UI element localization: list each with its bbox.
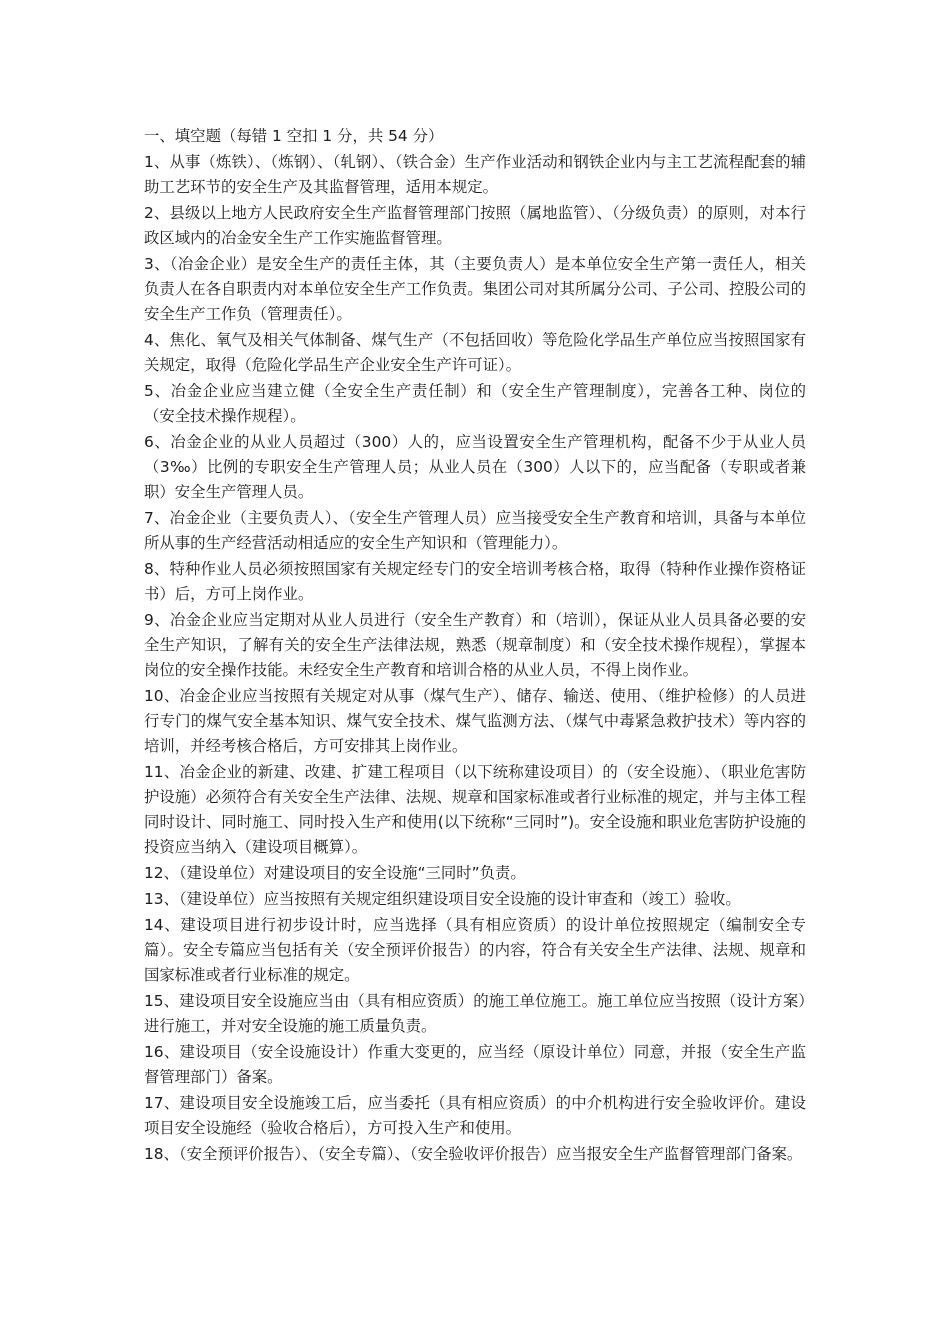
section-heading: 一、填空题（每错 1 空扣 1 分，共 54 分） [144,127,444,145]
document-page [144,124,806,1168]
question-2: 2、县级以上地方人民政府安全生产监督管理部门按照（属地监管）、（分级负责）的原则，对本行政区域内的冶金安全生产工作实施监督管理。 [144,204,806,247]
question-7: 7、冶金企业（主要负责人）、（安全生产管理人员）应当接受安全生产教育和培训，具备与本单位所从事的生产经营活动相适应的安全生产知识和（管理能力）。 [144,509,806,552]
question-8: 8、特种作业人员必须按照国家有关规定经专门的安全培训考核合格，取得（特种作业操作资格证书）后，方可上岗作业。 [144,560,806,603]
question-3: 3、（冶金企业）是安全生产的责任主体，其（主要负责人）是本单位安全生产第一责任人，相关负责人在各自职责内对本单位安全生产工作负责。集团公司对其所属分公司、子公司、控股公司的安全生产工作负（管理责任）。 [144,255,806,323]
question-1: 1、从事（炼铁）、（炼钢）、（轧钢）、（铁合金）生产作业活动和钢铁企业内与主工艺流程配套的辅助工艺环节的安全生产及其监督管理，适用本规定。 [144,153,806,196]
question-10: 10、冶金企业应当按照有关规定对从事（煤气生产）、储存、输送、使用、（维护检修）的人员进行专门的煤气安全基本知识、煤气安全技术、煤气监测方法、（煤气中毒紧急救护技术）等内容的培训，并经考核合格后，方可安排其上岗作业。 [144,687,806,755]
question-11: 11、冶金企业的新建、改建、扩建工程项目（以下统称建设项目）的（安全设施）、（职业危害防护设施）必须符合有关安全生产法律、法规、规章和国家标准或者行业标准的规定，并与主体工程同时设计、同时施工、同时投入生产和使用(以下统称“三同时”)。安全设施和职业危害防护设施的投资应当纳入（建设项目概算）。 [144,763,806,856]
question-5: 5、冶金企业应当建立健（全安全生产责任制）和（安全生产管理制度），完善各工种、岗位的（安全技术操作规程）。 [144,382,806,425]
question-9: 9、冶金企业应当定期对从业人员进行（安全生产教育）和（培训），保证从业人员具备必要的安全生产知识，了解有关的安全生产法律法规，熟悉（规章制度）和（安全技术操作规程），掌握本岗位的安全操作技能。未经安全生产教育和培训合格的从业人员，不得上岗作业。 [144,611,806,679]
question-13: 13、（建设单位）应当按照有关规定组织建设项目安全设施的设计审查和（竣工）验收。 [144,890,741,908]
question-6: 6、冶金企业的从业人员超过（300）人的，应当设置安全生产管理机构，配备不少于从业人员（3‰）比例的专职安全生产管理人员；从业人员在（300）人以下的，应当配备（专职或者兼职）安全生产管理人员。 [144,433,806,501]
question-12: 12、（建设单位）对建设项目的安全设施“三同时”负责。 [144,864,526,882]
question-14: 14、建设项目进行初步设计时，应当选择（具有相应资质）的设计单位按照规定（编制安全专篇）。安全专篇应当包括有关（安全预评价报告）的内容，符合有关安全生产法律、法规、规章和国家标准或者行业标准的规定。 [144,916,806,984]
question-4: 4、焦化、氧气及相关气体制备、煤气生产（不包括回收）等危险化学品生产单位应当按照国家有关规定，取得（危险化学品生产企业安全生产许可证）。 [144,331,806,374]
question-15: 15、建设项目安全设施应当由（具有相应资质）的施工单位施工。施工单位应当按照（设计方案）进行施工，并对安全设施的施工质量负责。 [144,992,806,1035]
question-17: 17、建设项目安全设施竣工后，应当委托（具有相应资质）的中介机构进行安全验收评价。建设项目安全设施经（验收合格后），方可投入生产和使用。 [144,1094,806,1137]
question-18: 18、（安全预评价报告）、（安全专篇）、（安全验收评价报告）应当报安全生产监督管理部门备案。 [144,1145,803,1163]
question-16: 16、建设项目（安全设施设计）作重大变更的，应当经（原设计单位）同意，并报（安全生产监督管理部门）备案。 [144,1043,806,1086]
